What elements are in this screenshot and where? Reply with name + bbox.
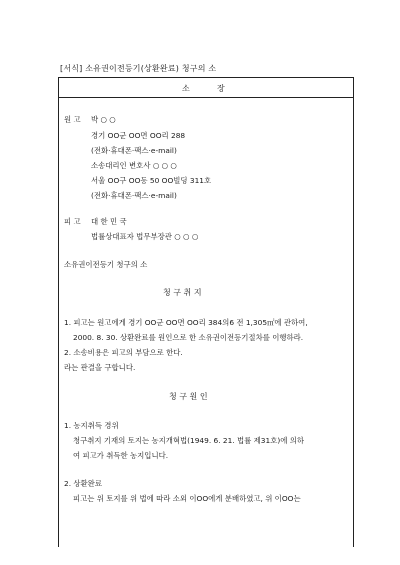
document-frame bbox=[58, 77, 354, 547]
cause-line: 피고는 위 토지를 위 법에 따라 소외 이OO에게 분배하였고, 위 이OO는 bbox=[73, 494, 301, 503]
defendant-name: 대 한 민 국 bbox=[91, 217, 127, 226]
defendant-label: 피 고 bbox=[64, 217, 81, 226]
document-title-char-2: 장 bbox=[217, 84, 225, 93]
plaintiff-contact: (전화·휴대폰·팩스·e-mail) bbox=[91, 146, 177, 155]
claim-line: 2000. 8. 30. 상환완료를 원인으로 한 소유권이전등기절차를 이행하라. bbox=[73, 333, 304, 342]
plaintiff-agent-address: 서울 OO구 OO동 50 OO빌딩 311호 bbox=[91, 176, 212, 185]
plaintiff-agent-contact: (전화·휴대폰·팩스·e-mail) bbox=[91, 191, 177, 200]
claim-line: 2. 소송비용은 피고의 부담으로 한다. bbox=[64, 348, 183, 357]
claim-line: 라는 판결을 구합니다. bbox=[64, 363, 136, 372]
cause-line: 청구취지 기재의 토지는 농지개혁법(1949. 6. 21. 법률 제31호)에 의하 bbox=[73, 436, 304, 445]
cause-line: 1. 농지취득 경위 bbox=[64, 421, 119, 430]
document-title-row bbox=[59, 78, 353, 98]
document-title-char-1: 소 bbox=[182, 84, 190, 93]
cause-heading: 청 구 원 인 bbox=[169, 392, 208, 401]
cause-line: 여 피고가 취득한 농지입니다. bbox=[73, 451, 169, 460]
case-name: 소유권이전등기 청구의 소 bbox=[64, 260, 148, 269]
plaintiff-label: 원 고 bbox=[64, 115, 81, 124]
form-title: [서식] 소유권이전등기(상환완료) 청구의 소 bbox=[60, 64, 217, 73]
plaintiff-agent: 소송대리인 변호사 ○ ○ ○ bbox=[91, 161, 177, 170]
plaintiff-name: 박 ○ ○ bbox=[91, 115, 116, 124]
plaintiff-address: 경기 OO군 OO면 OO리 288 bbox=[91, 131, 186, 140]
cause-line: 2. 상환완료 bbox=[64, 479, 102, 488]
claim-heading: 청 구 취 지 bbox=[163, 288, 202, 297]
claim-line: 1. 피고는 원고에게 경기 OO군 OO면 OO리 384의6 전 1,305㎡에 관하여, bbox=[64, 318, 308, 327]
defendant-representative: 법률상대표자 법무부장관 ○ ○ ○ bbox=[91, 232, 199, 241]
